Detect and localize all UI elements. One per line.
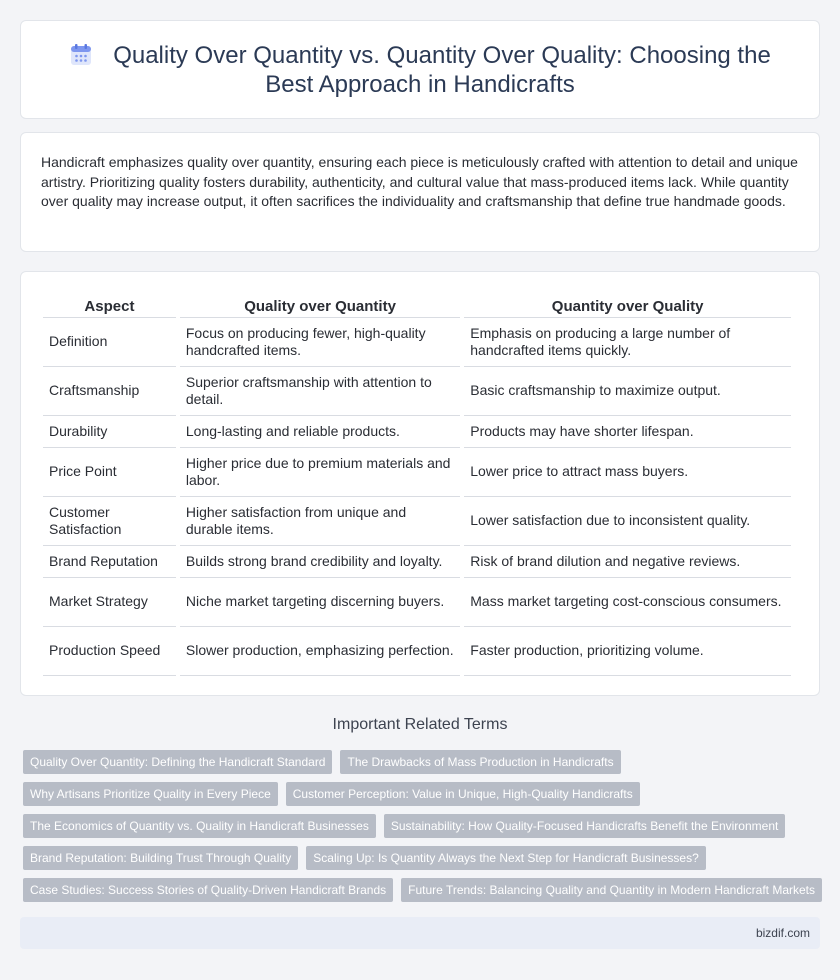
column-header: Quality over Quantity: [180, 298, 460, 318]
table-cell: Basic craftsmanship to maximize output.: [464, 367, 791, 416]
table-cell: Higher price due to premium materials and labor.: [180, 448, 460, 497]
table-cell: Durability: [43, 416, 176, 448]
column-header: Aspect: [43, 298, 176, 318]
table-cell: Superior craftsmanship with attention to detail.: [180, 367, 460, 416]
table-cell: Mass market targeting cost-conscious consumers.: [464, 578, 791, 627]
table-cell: Brand Reputation: [43, 546, 176, 578]
related-term-tag[interactable]: Quality Over Quantity: Defining the Handicraft Standard: [23, 750, 332, 774]
related-term-tag[interactable]: The Drawbacks of Mass Production in Handicrafts: [340, 750, 620, 774]
table-cell: Price Point: [43, 448, 176, 497]
table-row: [43, 497, 791, 546]
table-cell: Emphasis on producing a large number of handcrafted items quickly.: [464, 318, 791, 367]
table-header-row: [43, 298, 791, 318]
related-term-tag[interactable]: Brand Reputation: Building Trust Through Quality: [23, 846, 298, 870]
table-cell: Slower production, emphasizing perfection.: [180, 627, 460, 676]
table-row: [43, 318, 791, 367]
table-cell: Definition: [43, 318, 176, 367]
comparison-table: [39, 298, 795, 676]
related-term-tag[interactable]: Case Studies: Success Stories of Quality-Driven Handicraft Brands: [23, 878, 393, 902]
table-cell: Long-lasting and reliable products.: [180, 416, 460, 448]
table-cell: Customer Satisfaction: [43, 497, 176, 546]
page-title: [51, 41, 789, 99]
related-terms-heading: Important Related Terms: [332, 716, 508, 733]
table-cell: Builds strong brand credibility and loyalty.: [180, 546, 460, 578]
column-header: Quantity over Quality: [464, 298, 791, 318]
table-row: [43, 578, 791, 627]
calendar-icon: [69, 43, 93, 67]
table-cell: Lower satisfaction due to inconsistent quality.: [464, 497, 791, 546]
table-cell: Focus on producing fewer, high-quality handcrafted items.: [180, 318, 460, 367]
header-card: [20, 20, 820, 119]
table-cell: Risk of brand dilution and negative reviews.: [464, 546, 791, 578]
table-cell: Craftsmanship: [43, 367, 176, 416]
comparison-card: [20, 271, 820, 696]
related-terms-list: [23, 750, 823, 910]
table-cell: Lower price to attract mass buyers.: [464, 448, 791, 497]
table-cell: Products may have shorter lifespan.: [464, 416, 791, 448]
table-cell: Faster production, prioritizing volume.: [464, 627, 791, 676]
related-term-tag[interactable]: Future Trends: Balancing Quality and Quantity in Modern Handicraft Markets: [401, 878, 822, 902]
page-title-text: Quality Over Quantity vs. Quantity Over Quality: Choosing the Best Approach in Handicrafts: [113, 41, 771, 98]
related-term-tag[interactable]: Why Artisans Prioritize Quality in Every Piece: [23, 782, 278, 806]
table-row: [43, 546, 791, 578]
table-row: [43, 367, 791, 416]
table-row: [43, 448, 791, 497]
intro-text: Handicraft emphasizes quality over quantity, ensuring each piece is meticulously crafted with attention to detail and unique artistry. Prioritizing quality fosters durability, authenticity, and cultural value that mass-produced items lack. While quantity over quality may increase output, it often sacrifices the individuality and craftsmanship that define true handmade goods.: [41, 154, 798, 209]
related-term-tag[interactable]: Scaling Up: Is Quantity Always the Next Step for Handicraft Businesses?: [306, 846, 706, 870]
table-cell: Market Strategy: [43, 578, 176, 627]
table-row: [43, 416, 791, 448]
related-term-tag[interactable]: The Economics of Quantity vs. Quality in Handicraft Businesses: [23, 814, 376, 838]
related-term-tag[interactable]: Customer Perception: Value in Unique, High-Quality Handicrafts: [286, 782, 640, 806]
intro-card: [20, 132, 820, 252]
table-cell: Higher satisfaction from unique and durable items.: [180, 497, 460, 546]
footer-site-link[interactable]: bizdif.com: [755, 926, 810, 940]
table-cell: Niche market targeting discerning buyers.: [180, 578, 460, 627]
related-term-tag[interactable]: Sustainability: How Quality-Focused Handicrafts Benefit the Environment: [384, 814, 786, 838]
table-row: [43, 627, 791, 676]
footer: [20, 917, 820, 949]
table-cell: Production Speed: [43, 627, 176, 676]
